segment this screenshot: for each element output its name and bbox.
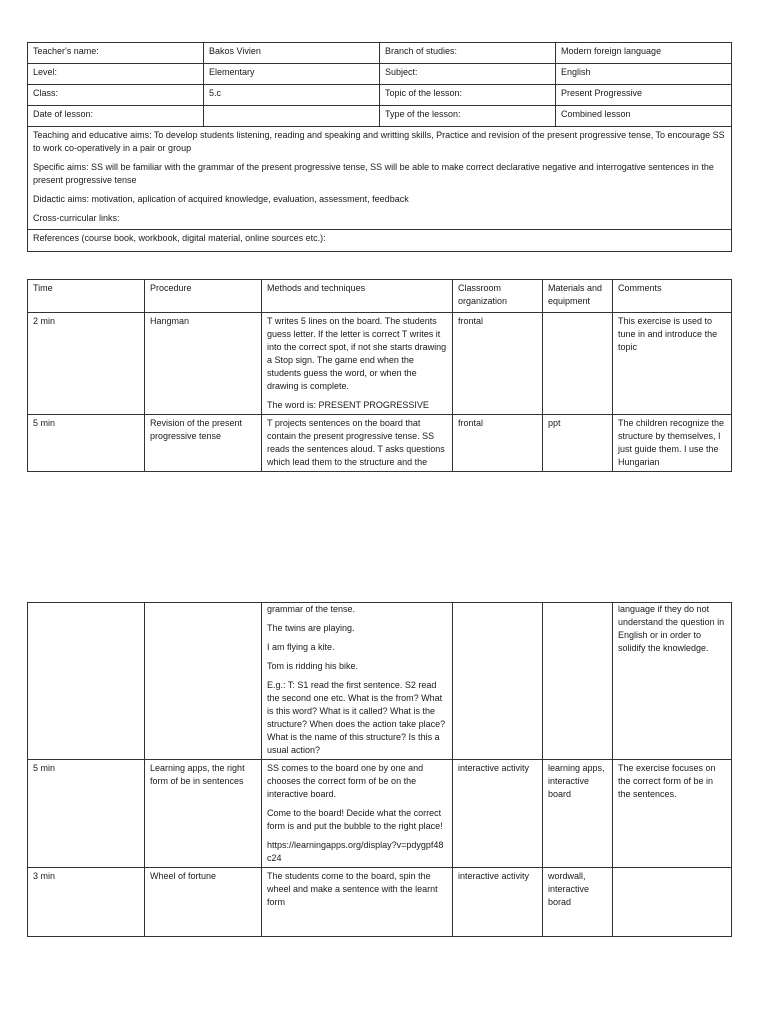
col-organization: Classroom organization [453, 280, 543, 313]
row2-questions: E.g.: T: S1 read the first sentence. S2 read the second one etc. What is the from? What is this word? What is it called? What is the structure? When does the action take place? What is the name of this structure? Is this a usual action? [267, 680, 446, 755]
cross-curricular-links: Cross-curricular links: [33, 213, 120, 223]
row2-time: 5 min [28, 415, 145, 472]
lesson-plan-table-continued [27, 602, 732, 937]
row2-materials-cont [543, 603, 613, 760]
row1-procedure: Hangman [145, 313, 262, 415]
row2-organization: frontal [453, 415, 543, 472]
row3-methods-p1: SS comes to the board one by one and chooses the correct form of be on the interactive board. [267, 763, 424, 799]
table-row [28, 868, 732, 937]
row4-methods: The students come to the board, spin the wheel and make a sentence with the learnt form [262, 868, 453, 937]
row3-organization: interactive activity [453, 760, 543, 868]
type-value: Combined lesson [556, 106, 732, 127]
row1-time: 2 min [28, 313, 145, 415]
row3-learningapps-link: https://learningapps.org/display?v=pdygpf48c24 [267, 840, 444, 863]
row4-materials: wordwall, interactive borad [543, 868, 613, 937]
topic-label: Topic of the lesson: [380, 85, 556, 106]
col-materials: Materials and equipment [543, 280, 613, 313]
table-row [28, 106, 732, 127]
subject-label: Subject: [380, 64, 556, 85]
table-row [28, 127, 732, 230]
branch-value: Modern foreign language [556, 43, 732, 64]
level-value: Elementary [204, 64, 380, 85]
table-row [28, 64, 732, 85]
col-procedure: Procedure [145, 280, 262, 313]
table-row [28, 313, 732, 415]
class-value: 5.c [204, 85, 380, 106]
lesson-info-table [27, 42, 732, 252]
specific-aims: Specific aims: SS will be familiar with the grammar of the present progressive tense, SS will be able to make correct declarative negative and interrogative sentences in the present progressive tense [33, 162, 714, 185]
row1-methods [262, 313, 453, 415]
class-label: Class: [28, 85, 204, 106]
row1-methods-p2: The word is: PRESENT PROGRESSIVE [267, 400, 429, 410]
row3-methods [262, 760, 453, 868]
row2-methods-part1: T projects sentences on the board that contain the present progressive tense. SS reads the sentences aloud. T asks questions which lead them to the structure and the [262, 415, 453, 472]
references: References (course book, workbook, digital material, online sources etc.): [28, 230, 732, 252]
date-label: Date of lesson: [28, 106, 204, 127]
row4-time: 3 min [28, 868, 145, 937]
table-row [28, 85, 732, 106]
date-value [204, 106, 380, 127]
row2-materials: ppt [543, 415, 613, 472]
row3-procedure: Learning apps, the right form of be in sentences [145, 760, 262, 868]
row2-procedure: Revision of the present progressive tense [145, 415, 262, 472]
row2-organization-cont [453, 603, 543, 760]
row2-comments-part1: The children recognize the structure by themselves, I just guide them. I use the Hungarian [613, 415, 732, 472]
col-time: Time [28, 280, 145, 313]
teacher-name-value: Bakos Vivien [204, 43, 380, 64]
col-comments: Comments [613, 280, 732, 313]
row4-organization: interactive activity [453, 868, 543, 937]
row2-comments-part2: language if they do not understand the question in English or in order to solidify the knowledge. [613, 603, 732, 760]
teacher-name-label: Teacher's name: [28, 43, 204, 64]
table-row [28, 230, 732, 252]
row2-example-sentence: The twins are playing. [267, 623, 355, 633]
table-row [28, 760, 732, 868]
row1-methods-p1: T writes 5 lines on the board. The students guess letter. If the letter is correct T writes it into the correct spot, if not she starts drawing a Stop sign. The game end when the students guess the word, or when the drawing is complete. [267, 316, 447, 391]
table-row [28, 43, 732, 64]
subject-value: English [556, 64, 732, 85]
type-label: Type of the lesson: [380, 106, 556, 127]
row2-methods-line: grammar of the tense. [267, 604, 356, 614]
teaching-aims: Teaching and educative aims: To develop students listening, reading and speaking and writting skills, Practice and revision of the present progressive tense, To encourage SS to work co-operatively in a pair or group [33, 130, 725, 153]
level-label: Level: [28, 64, 204, 85]
branch-label: Branch of studies: [380, 43, 556, 64]
table-row [28, 415, 732, 472]
row2-example-sentence: I am flying a kite. [267, 642, 335, 652]
row3-materials: learning apps, interactive board [543, 760, 613, 868]
topic-value: Present Progressive [556, 85, 732, 106]
row1-organization: frontal [453, 313, 543, 415]
row4-comments [613, 868, 732, 937]
table-header-row [28, 280, 732, 313]
row1-comments: This exercise is used to tune in and introduce the topic [613, 313, 732, 415]
col-methods: Methods and techniques [262, 280, 453, 313]
row2-time-cont [28, 603, 145, 760]
row4-procedure: Wheel of fortune [145, 868, 262, 937]
aims-cell [28, 127, 732, 230]
lesson-plan-table [27, 279, 732, 472]
row1-materials [543, 313, 613, 415]
row2-procedure-cont [145, 603, 262, 760]
table-row [28, 603, 732, 760]
row2-example-sentence: Tom is ridding his bike. [267, 661, 359, 671]
row2-methods-part2 [262, 603, 453, 760]
row3-time: 5 min [28, 760, 145, 868]
row3-methods-p2: Come to the board! Decide what the correct form is and put the bubble to the right place! [267, 808, 443, 831]
didactic-aims: Didactic aims: motivation, aplication of acquired knowledge, evaluation, assessment, feedback [33, 194, 409, 204]
row3-comments: The exercise focuses on the correct form of be in the sentences. [613, 760, 732, 868]
